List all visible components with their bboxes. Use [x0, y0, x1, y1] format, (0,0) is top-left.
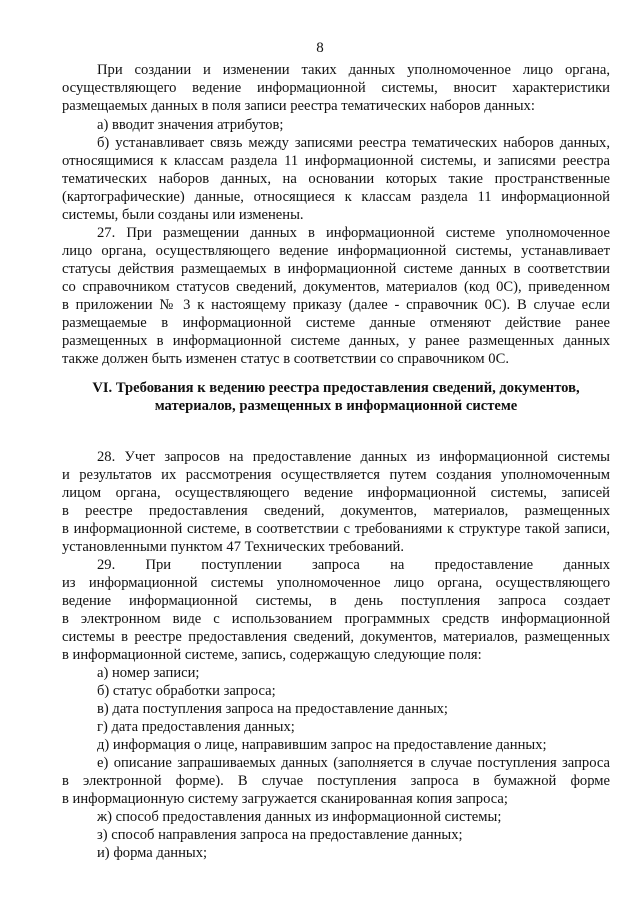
text-line: ведение информационной системы, в день поступления запроса создает — [62, 593, 610, 609]
text-line: относящимися к классам раздела 11 информационной системы, и записями реестра — [62, 153, 610, 169]
text-line: системы, были созданы или изменены. — [62, 207, 304, 223]
text-line: тематических наборов данных, на основании которых такие пространственные — [62, 171, 610, 187]
list-item: д) информация о лице, направившим запрос на предоставление данных; — [97, 737, 547, 753]
list-item: е) описание запрашиваемых данных (заполняется в случае поступления запроса — [97, 755, 610, 771]
text-line: установленными пунктом 47 Технических требований. — [62, 539, 405, 555]
text-line: в информационной системе, запись, содержащую следующие поля: — [62, 647, 482, 663]
section-heading: материалов, размещенных в информационной системе — [154, 398, 518, 414]
list-item: в) дата поступления запроса на предоставление данных; — [97, 701, 448, 717]
text-line: 29. При поступлении запроса на предоставление данных — [97, 557, 610, 573]
section-heading: VI. Требования к ведению реестра предоставления сведений, документов, — [92, 380, 580, 396]
text-line: а) вводит значения атрибутов; — [97, 117, 284, 133]
text-line: в информационную систему загружается сканированная копия запроса; — [62, 791, 508, 807]
text-line: в электронном виде с использованием программных средств информационной — [62, 611, 610, 627]
page-number: 8 — [316, 40, 324, 56]
list-item: и) форма данных; — [97, 845, 208, 861]
text-line: При создании и изменении таких данных уполномоченное лицо органа, — [97, 62, 610, 78]
text-line: (картографические) данные, относящиеся к классам раздела 11 информационной — [62, 189, 610, 205]
text-line: системы в реестре предоставления сведений, документов, материалов, размещенных — [62, 629, 610, 645]
text-line: размещаемые в информационной системе данные отменяют действие ранее — [62, 315, 610, 331]
text-line: в информационной системе, в соответствии с требованиями к структуре такой записи, — [62, 521, 610, 537]
text-line: и результатов их рассмотрения осуществляется путем создания уполномоченным — [62, 467, 610, 483]
text-line: размещаемых данных в поля записи реестра тематических наборов данных: — [62, 98, 535, 114]
text-line: лицом органа, осуществляющего ведение информационной системы, записей — [62, 485, 610, 501]
list-item: ж) способ предоставления данных из информационной системы; — [97, 809, 502, 825]
text-line: в электронной форме). В случае поступления запроса в бумажной форме — [62, 773, 610, 789]
text-line: размещенных в информационной системе данных, у ранее размещенных данных — [62, 333, 610, 349]
list-item: з) способ направления запроса на предоставление данных; — [97, 827, 463, 843]
text-line: статусы действия размещаемых в информационной системе данных в соответствии — [62, 261, 610, 277]
text-line: в реестре предоставления сведений, документов, материалов, размещенных — [62, 503, 610, 519]
text-line: б) устанавливает связь между записями реестра тематических наборов данных, — [97, 135, 610, 151]
text-line: также должен быть изменен статус в соответствии со справочником 0С. — [62, 351, 509, 367]
list-item: б) статус обработки запроса; — [97, 683, 276, 699]
text-line: 28. Учет запросов на предоставление данных из информационной системы — [97, 449, 610, 465]
text-line: осуществляющего ведение информационной системы, вносит характеристики — [62, 80, 610, 96]
text-line: со справочником статусов сведений, документов, материалов (код 0С), приведенном — [62, 279, 610, 295]
text-line: 27. При размещении данных в информационной системе уполномоченное — [97, 225, 610, 241]
list-item: г) дата предоставления данных; — [97, 719, 295, 735]
list-item: а) номер записи; — [97, 665, 200, 681]
text-line: лицо органа, осуществляющего ведение информационной системы, устанавливает — [62, 243, 610, 259]
text-line: в приложении № 3 к настоящему приказу (далее - справочник 0С). В случае если — [62, 297, 610, 313]
text-line: из информационной системы уполномоченное лицо органа, осуществляющего — [62, 575, 610, 591]
